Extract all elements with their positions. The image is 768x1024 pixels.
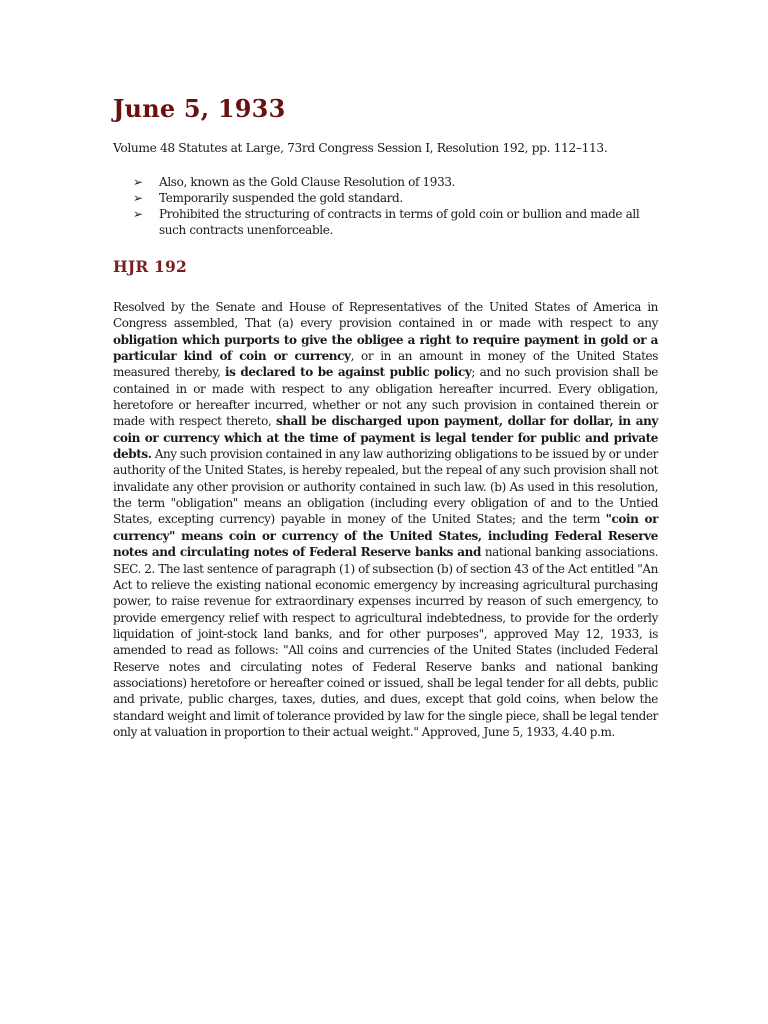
statute-citation: Volume 48 Statutes at Large, 73rd Congress Session I, Resolution 192, pp. 112–113. — [113, 141, 608, 155]
body-emphasis: "coin or currency" means coin or currency of the United States, including Federal Reserve notes and circulating notes of Federal Reserve banks and — [113, 512, 658, 560]
list-item — [133, 174, 658, 190]
list-item-text: Temporarily suspended the gold standard. — [159, 191, 403, 205]
body-emphasis: is declared to be against public policy — [224, 365, 472, 380]
arrow-bullet-icon: ➢ — [133, 207, 143, 221]
summary-list — [113, 174, 658, 238]
list-item — [133, 190, 658, 206]
arrow-bullet-icon: ➢ — [133, 175, 143, 189]
list-item — [133, 206, 658, 238]
list-item-text: Also, known as the Gold Clause Resolution of 1933. — [159, 175, 456, 189]
resolution-text — [113, 299, 658, 740]
section-heading: HJR 192 — [113, 257, 188, 276]
body-segment: ; and no such provision shall be contained in or made with respect to any obligation hereafter incurred. Every obligation, heretofore or hereafter incurred, whether or not any such provision in contained therein or made with respect thereto, — [113, 365, 658, 429]
body-segment: national banking associations. SEC. 2. The last sentence of paragraph (1) of subsection (b) of section 43 of the Act entitled "An Act to relieve the existing national economic emergency by increasing agricultural purchasing power, to raise revenue for extraordinary expenses incurred by reason of such emergency, to provide emergency relief with respect to agricultural indebtedness, to provide for the orderly liquidation of joint-stock land banks, and for other purposes", approved May 12, 1933, is amended to read as follows: "All coins and currencies of the United States (included Federal Reserve notes and circulating notes of Federal Reserve banks and national banking associations) heretofore or hereafter coined or issued, shall be legal tender for all debts, public and private, public charges, taxes, duties, and dues, except that gold coins, when below the standard weight and limit of tolerance provided by law for the single piece, shall be legal tender only at valuation in proportion to their actual weight." Approved, June 5, 1933, 4.40 p.m. — [113, 545, 658, 739]
body-emphasis: obligation which purports to give the obligee a right to require payment in gold or a particular kind of coin or currency — [113, 332, 658, 364]
arrow-bullet-icon: ➢ — [133, 191, 143, 205]
body-emphasis: shall be discharged upon payment, dollar for dollar, in any coin or currency which at the time of payment is legal tender for public and private debts. — [113, 414, 658, 462]
document-title: June 5, 1933 — [113, 94, 286, 123]
body-segment: Any such provision contained in any law authorizing obligations to be issued by or under authority of the United States, is hereby repealed, but the repeal of any such provision shall not invalidate any other provision or authority contained in such law. (b) As used in this resolution, the term "obligation" means an obligation (including every obligation of and to the Untied States, excepting currency) payable in money of the United States; and the term — [113, 447, 658, 527]
body-segment: Resolved by the Senate and House of Representatives of the United States of America in Congress assembled, That (a) every provision contained in or made with respect to any — [113, 300, 658, 331]
list-item-text: Prohibited the structuring of contracts in terms of gold coin or bullion and made all such contracts unenforceable. — [159, 207, 640, 237]
body-segment: , or in an amount in money of the United States measured thereby, — [113, 349, 658, 380]
